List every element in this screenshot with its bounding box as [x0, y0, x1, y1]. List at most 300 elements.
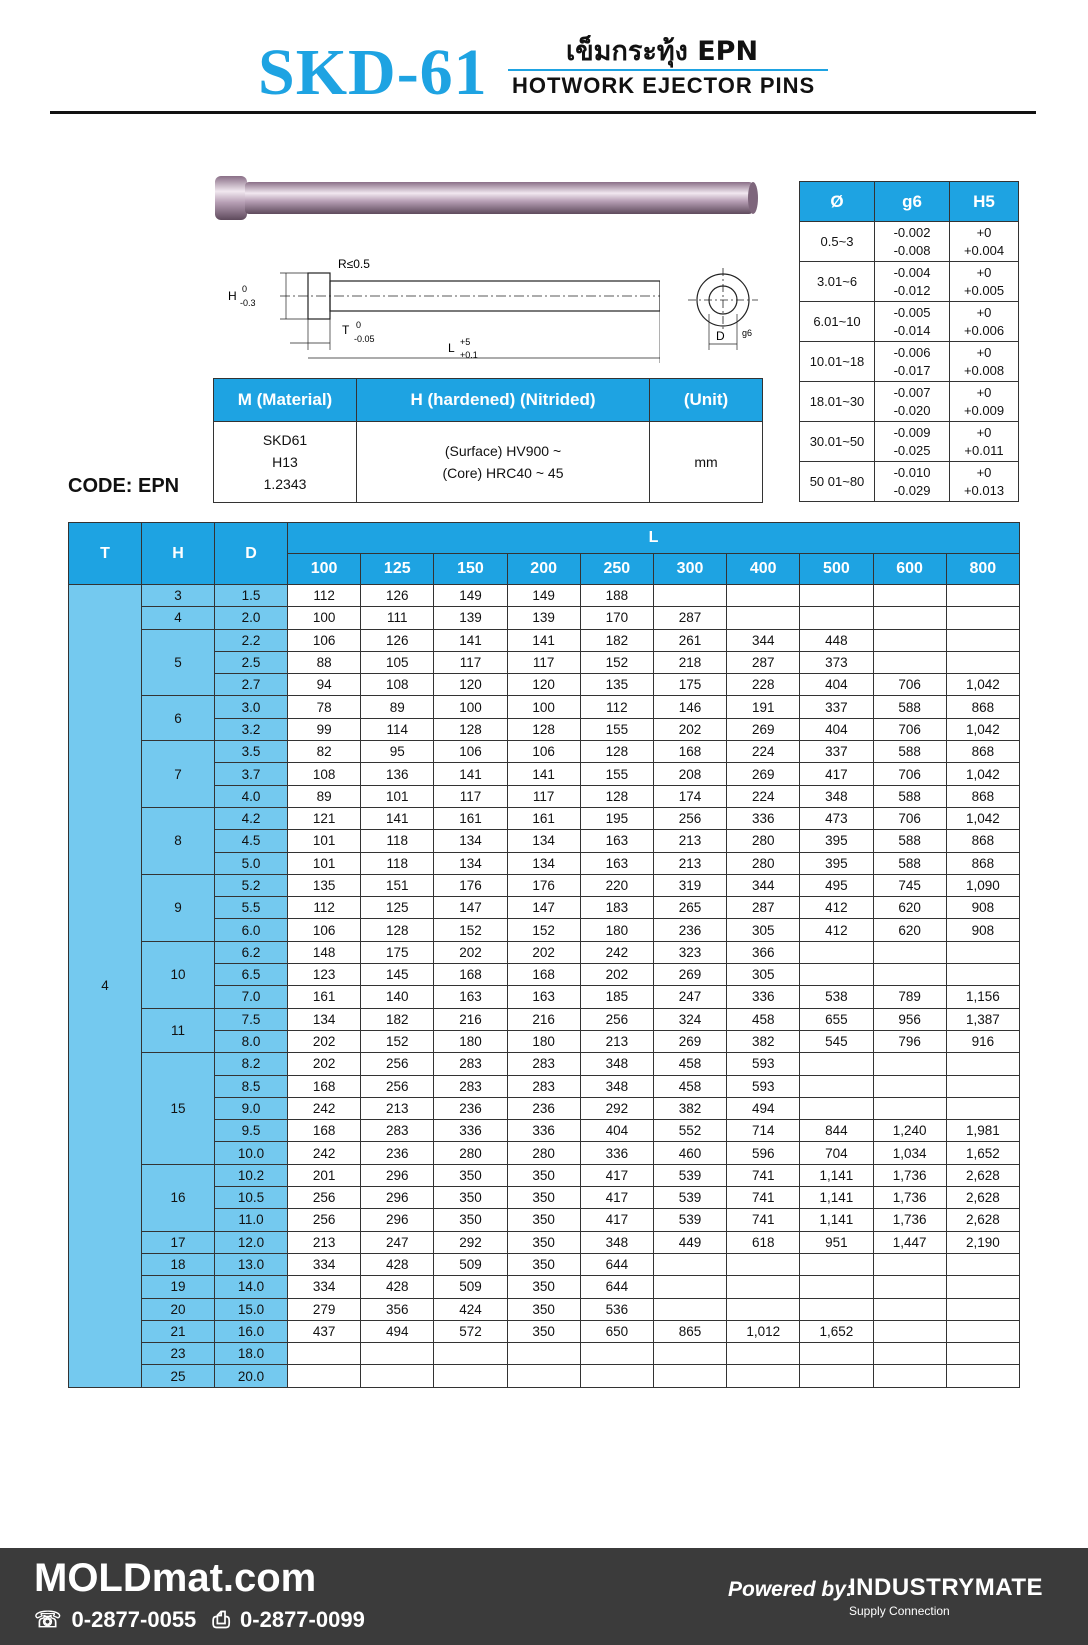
- g6-lower: -0.008: [893, 242, 931, 258]
- d-value: 8.2: [215, 1053, 288, 1075]
- price-cell: 350: [507, 1187, 580, 1209]
- price-cell: [873, 1320, 946, 1342]
- price-cell: 151: [361, 874, 434, 896]
- g6-upper: -0.006: [893, 344, 931, 360]
- h5-upper: +0: [976, 224, 992, 240]
- price-cell: 593: [727, 1075, 800, 1097]
- price-cell: 236: [361, 1142, 434, 1164]
- price-cell: 256: [580, 1008, 653, 1030]
- price-cell: [873, 1075, 946, 1097]
- h-value: 9: [142, 874, 215, 941]
- price-cell: 350: [434, 1187, 507, 1209]
- price-cell: 1,141: [800, 1164, 873, 1186]
- price-cell: 161: [507, 807, 580, 829]
- price-cell: 287: [727, 897, 800, 919]
- price-cell: [580, 1365, 653, 1387]
- price-cell: 101: [361, 785, 434, 807]
- price-cell: 89: [361, 696, 434, 718]
- price-cell: 120: [507, 674, 580, 696]
- h-value: 25: [142, 1365, 215, 1387]
- price-cell: 1,240: [873, 1120, 946, 1142]
- price-cell: [507, 1365, 580, 1387]
- price-cell: 283: [361, 1120, 434, 1142]
- price-cell: 437: [288, 1320, 361, 1342]
- h-value: 11: [142, 1008, 215, 1053]
- price-cell: 247: [653, 986, 726, 1008]
- d-value: 2.2: [215, 629, 288, 651]
- tolerance-row: [800, 222, 1019, 262]
- price-cell: [873, 964, 946, 986]
- unit-header: (Unit): [650, 379, 763, 422]
- price-cell: 256: [288, 1187, 361, 1209]
- price-cell: 118: [361, 852, 434, 874]
- price-cell: [653, 1298, 726, 1320]
- g6-upper: -0.002: [893, 224, 931, 240]
- price-cell: 404: [800, 718, 873, 740]
- price-cell: 382: [727, 1030, 800, 1052]
- price-cell: 348: [800, 785, 873, 807]
- g6-upper: -0.009: [893, 424, 931, 440]
- price-cell: 404: [580, 1120, 653, 1142]
- price-cell: [800, 1298, 873, 1320]
- price-cell: [873, 1276, 946, 1298]
- price-cell: 117: [434, 785, 507, 807]
- price-cell: 796: [873, 1030, 946, 1052]
- price-cell: 350: [507, 1164, 580, 1186]
- d-value: 4.0: [215, 785, 288, 807]
- g6-lower: -0.014: [893, 322, 931, 338]
- price-cell: 152: [361, 1030, 434, 1052]
- price-cell: 458: [653, 1075, 726, 1097]
- diameter-range: 3.01~6: [800, 262, 875, 302]
- price-cell: 2,628: [946, 1187, 1019, 1209]
- price-cell: 908: [946, 897, 1019, 919]
- l-length-header: 600: [873, 554, 946, 585]
- price-cell: 382: [653, 1097, 726, 1119]
- h5-upper: +0: [976, 384, 992, 400]
- price-cell: 458: [653, 1053, 726, 1075]
- price-cell: [800, 1053, 873, 1075]
- price-cell: [946, 1298, 1019, 1320]
- l-header: L: [288, 523, 1020, 554]
- diameter-range: 50 01~80: [800, 462, 875, 502]
- price-cell: [873, 585, 946, 607]
- price-cell: 348: [580, 1231, 653, 1253]
- price-cell: 176: [434, 874, 507, 896]
- material-item: H13: [272, 454, 298, 470]
- price-cell: 618: [727, 1231, 800, 1253]
- price-cell: 155: [580, 718, 653, 740]
- price-cell: 417: [580, 1164, 653, 1186]
- table-row: [69, 1231, 1020, 1253]
- price-cell: [873, 1365, 946, 1387]
- d-value: 4.2: [215, 807, 288, 829]
- price-cell: [946, 585, 1019, 607]
- price-cell: [946, 1343, 1019, 1365]
- price-cell: [800, 941, 873, 963]
- hardness-values: [357, 422, 650, 503]
- d-value: 10.0: [215, 1142, 288, 1164]
- price-cell: 163: [580, 830, 653, 852]
- d-value: 7.5: [215, 1008, 288, 1030]
- price-cell: 149: [434, 585, 507, 607]
- phone-number[interactable]: 0-2877-0055: [71, 1607, 197, 1632]
- d-value: 7.0: [215, 986, 288, 1008]
- price-cell: 292: [434, 1231, 507, 1253]
- thai-title: เข็มกระทุ้ง EPN: [566, 36, 759, 67]
- price-cell: 128: [580, 741, 653, 763]
- price-cell: [946, 1253, 1019, 1275]
- price-cell: [361, 1343, 434, 1365]
- price-cell: 191: [727, 696, 800, 718]
- l-tol-top: +5: [460, 337, 471, 347]
- price-cell: 256: [361, 1053, 434, 1075]
- price-cell: 745: [873, 874, 946, 896]
- price-cell: 112: [288, 585, 361, 607]
- price-cell: 344: [727, 629, 800, 651]
- price-cell: 208: [653, 763, 726, 785]
- price-cell: 99: [288, 718, 361, 740]
- price-cell: 593: [727, 1053, 800, 1075]
- price-cell: 417: [580, 1209, 653, 1231]
- h-value: 3: [142, 585, 215, 607]
- price-cell: [946, 629, 1019, 651]
- h5-lower: +0.008: [963, 362, 1005, 378]
- price-cell: 789: [873, 986, 946, 1008]
- d-value: 5.5: [215, 897, 288, 919]
- price-cell: 324: [653, 1008, 726, 1030]
- h-value: 20: [142, 1298, 215, 1320]
- price-cell: 89: [288, 785, 361, 807]
- price-cell: 412: [800, 897, 873, 919]
- price-cell: 1,042: [946, 718, 1019, 740]
- g6-values: [875, 382, 950, 422]
- price-cell: 588: [873, 830, 946, 852]
- h5-values: [950, 342, 1019, 382]
- t-header: T: [69, 523, 142, 585]
- price-cell: 596: [727, 1142, 800, 1164]
- price-cell: 1,042: [946, 763, 1019, 785]
- price-cell: 1,090: [946, 874, 1019, 896]
- diameter-range: 18.01~30: [800, 382, 875, 422]
- price-cell: 356: [361, 1298, 434, 1320]
- price-cell: [727, 1276, 800, 1298]
- price-cell: 112: [288, 897, 361, 919]
- price-cell: 269: [653, 1030, 726, 1052]
- price-cell: 280: [507, 1142, 580, 1164]
- price-cell: 412: [800, 919, 873, 941]
- price-cell: 202: [434, 941, 507, 963]
- table-row: [69, 1365, 1020, 1387]
- price-cell: 1,034: [873, 1142, 946, 1164]
- price-cell: 152: [580, 651, 653, 673]
- price-table: [68, 522, 1020, 1388]
- price-cell: 865: [653, 1320, 726, 1342]
- price-cell: 175: [653, 674, 726, 696]
- price-cell: [873, 629, 946, 651]
- price-cell: [946, 1320, 1019, 1342]
- price-cell: 106: [434, 741, 507, 763]
- price-cell: 494: [727, 1097, 800, 1119]
- d-value: 1.5: [215, 585, 288, 607]
- h5-lower: +0.005: [963, 282, 1005, 298]
- table-row: [69, 741, 1020, 763]
- price-cell: [727, 1253, 800, 1275]
- table-row: [69, 874, 1020, 896]
- price-cell: 134: [434, 852, 507, 874]
- product-subtitle: HOTWORK EJECTOR PINS: [512, 73, 816, 98]
- price-cell: 168: [507, 964, 580, 986]
- g6-upper: -0.007: [893, 384, 931, 400]
- table-row: [69, 1164, 1020, 1186]
- price-cell: 117: [434, 651, 507, 673]
- phone-icon: ☏: [34, 1607, 62, 1632]
- price-cell: 180: [434, 1030, 507, 1052]
- price-cell: 141: [434, 629, 507, 651]
- price-cell: 539: [653, 1164, 726, 1186]
- g6-header: g6: [875, 182, 950, 222]
- d-fit-label: g6: [742, 328, 753, 338]
- price-cell: 195: [580, 807, 653, 829]
- price-cell: 2,190: [946, 1231, 1019, 1253]
- h-value: 6: [142, 696, 215, 741]
- price-cell: 336: [727, 986, 800, 1008]
- price-cell: 168: [434, 964, 507, 986]
- price-cell: 460: [653, 1142, 726, 1164]
- price-cell: 213: [288, 1231, 361, 1253]
- price-cell: [361, 1365, 434, 1387]
- h5-values: [950, 302, 1019, 342]
- price-cell: 714: [727, 1120, 800, 1142]
- price-cell: 350: [434, 1164, 507, 1186]
- g6-upper: -0.004: [893, 264, 931, 280]
- price-cell: 1,652: [946, 1142, 1019, 1164]
- d-value: 3.7: [215, 763, 288, 785]
- d-value: 3.5: [215, 741, 288, 763]
- price-cell: [653, 1343, 726, 1365]
- h-value: 4: [142, 607, 215, 629]
- table-row: [69, 1298, 1020, 1320]
- product-code-title: SKD-61: [258, 36, 488, 109]
- h5-upper: +0: [976, 464, 992, 480]
- price-cell: 134: [507, 852, 580, 874]
- core-hardness: (Core) HRC40 ~ 45: [442, 465, 564, 481]
- tolerance-row: [800, 422, 1019, 462]
- price-cell: [800, 964, 873, 986]
- table-row: [69, 1053, 1020, 1075]
- l-length-header: 400: [727, 554, 800, 585]
- table-row: [69, 629, 1020, 651]
- material-list: [214, 422, 357, 503]
- price-cell: 706: [873, 807, 946, 829]
- price-cell: 283: [507, 1053, 580, 1075]
- price-cell: 538: [800, 986, 873, 1008]
- h5-values: [950, 422, 1019, 462]
- price-cell: 1,652: [800, 1320, 873, 1342]
- price-cell: 334: [288, 1276, 361, 1298]
- price-cell: 128: [580, 785, 653, 807]
- price-cell: 334: [288, 1253, 361, 1275]
- price-cell: 494: [361, 1320, 434, 1342]
- price-cell: 1,981: [946, 1120, 1019, 1142]
- d-value: 4.5: [215, 830, 288, 852]
- price-cell: 183: [580, 897, 653, 919]
- table-row: [69, 1008, 1020, 1030]
- price-cell: 202: [288, 1030, 361, 1052]
- h5-lower: +0.011: [964, 442, 1004, 458]
- h5-values: [950, 462, 1019, 502]
- price-cell: 135: [580, 674, 653, 696]
- price-cell: [800, 607, 873, 629]
- price-cell: 951: [800, 1231, 873, 1253]
- price-cell: 202: [653, 718, 726, 740]
- price-cell: 106: [288, 629, 361, 651]
- d-value: 10.5: [215, 1187, 288, 1209]
- price-cell: 395: [800, 830, 873, 852]
- price-cell: 620: [873, 919, 946, 941]
- h-value: 18: [142, 1253, 215, 1275]
- l-length-header: 150: [434, 554, 507, 585]
- price-cell: 741: [727, 1164, 800, 1186]
- d-value: 6.5: [215, 964, 288, 986]
- g6-values: [875, 222, 950, 262]
- price-cell: 706: [873, 763, 946, 785]
- d-value: 3.2: [215, 718, 288, 740]
- price-cell: 126: [361, 629, 434, 651]
- price-cell: 213: [653, 830, 726, 852]
- d-value: 3.0: [215, 696, 288, 718]
- d-value: 16.0: [215, 1320, 288, 1342]
- price-cell: 224: [727, 785, 800, 807]
- l-length-header: 125: [361, 554, 434, 585]
- h5-lower: +0.013: [963, 482, 1005, 498]
- price-cell: [727, 1343, 800, 1365]
- g6-lower: -0.012: [893, 282, 931, 298]
- price-cell: 170: [580, 607, 653, 629]
- price-cell: 336: [507, 1120, 580, 1142]
- price-cell: 287: [727, 651, 800, 673]
- price-cell: 141: [361, 807, 434, 829]
- price-cell: 139: [434, 607, 507, 629]
- h5-upper: +0: [976, 304, 992, 320]
- price-cell: 655: [800, 1008, 873, 1030]
- price-cell: 336: [434, 1120, 507, 1142]
- price-cell: 706: [873, 674, 946, 696]
- tolerance-row: [800, 302, 1019, 342]
- d-value: 6.0: [215, 919, 288, 941]
- price-cell: 280: [434, 1142, 507, 1164]
- price-cell: 348: [580, 1075, 653, 1097]
- h-value: 5: [142, 629, 215, 696]
- price-cell: 337: [800, 741, 873, 763]
- price-cell: 185: [580, 986, 653, 1008]
- price-cell: 175: [361, 941, 434, 963]
- price-cell: 202: [288, 1053, 361, 1075]
- price-cell: 147: [507, 897, 580, 919]
- g6-values: [875, 342, 950, 382]
- price-cell: 1,447: [873, 1231, 946, 1253]
- price-cell: 114: [361, 718, 434, 740]
- price-cell: 1,387: [946, 1008, 1019, 1030]
- price-cell: 94: [288, 674, 361, 696]
- price-cell: 292: [580, 1097, 653, 1119]
- table-row: [69, 1276, 1020, 1298]
- price-cell: 344: [727, 874, 800, 896]
- d-value: 14.0: [215, 1276, 288, 1298]
- price-cell: 182: [361, 1008, 434, 1030]
- price-cell: 242: [288, 1097, 361, 1119]
- price-cell: [800, 585, 873, 607]
- price-cell: 224: [727, 741, 800, 763]
- price-cell: [873, 607, 946, 629]
- price-cell: 106: [507, 741, 580, 763]
- diameter-header: Ø: [800, 182, 875, 222]
- price-cell: 201: [288, 1164, 361, 1186]
- price-cell: 139: [507, 607, 580, 629]
- price-cell: 536: [580, 1298, 653, 1320]
- price-cell: [946, 964, 1019, 986]
- price-cell: [800, 1097, 873, 1119]
- tolerance-row: [800, 342, 1019, 382]
- material-header: M (Material): [214, 379, 357, 422]
- price-cell: [873, 1298, 946, 1320]
- company-tagline: Supply Connection: [849, 1604, 950, 1618]
- d-value: 12.0: [215, 1231, 288, 1253]
- d-value: 15.0: [215, 1298, 288, 1320]
- powered-by-label: Powered by:: [728, 1578, 853, 1601]
- price-cell: 101: [288, 830, 361, 852]
- brand-name[interactable]: MOLDmat.com: [34, 1556, 317, 1600]
- price-cell: 620: [873, 897, 946, 919]
- price-cell: 539: [653, 1209, 726, 1231]
- price-cell: 868: [946, 741, 1019, 763]
- price-cell: 135: [288, 874, 361, 896]
- price-cell: 218: [653, 651, 726, 673]
- price-cell: 572: [434, 1320, 507, 1342]
- price-cell: [434, 1343, 507, 1365]
- g6-upper: -0.010: [893, 464, 931, 480]
- g6-values: [875, 302, 950, 342]
- h-value: 21: [142, 1320, 215, 1342]
- table-row: [69, 585, 1020, 607]
- material-table: [213, 378, 763, 503]
- price-cell: 128: [361, 919, 434, 941]
- price-cell: 545: [800, 1030, 873, 1052]
- table-row: [69, 696, 1020, 718]
- diameter-range: 30.01~50: [800, 422, 875, 462]
- l-length-header: 250: [580, 554, 653, 585]
- price-cell: 296: [361, 1187, 434, 1209]
- price-cell: 704: [800, 1142, 873, 1164]
- price-cell: 269: [727, 718, 800, 740]
- g6-upper: -0.005: [893, 304, 931, 320]
- price-cell: 395: [800, 852, 873, 874]
- price-cell: 868: [946, 852, 1019, 874]
- price-cell: 261: [653, 629, 726, 651]
- price-cell: 141: [434, 763, 507, 785]
- price-cell: 100: [288, 607, 361, 629]
- price-cell: 424: [434, 1298, 507, 1320]
- price-cell: [800, 1343, 873, 1365]
- price-cell: [873, 1343, 946, 1365]
- price-cell: [507, 1343, 580, 1365]
- price-cell: 242: [580, 941, 653, 963]
- price-cell: 908: [946, 919, 1019, 941]
- price-cell: [727, 1365, 800, 1387]
- table-row: [69, 1253, 1020, 1275]
- radius-label: R≤0.5: [338, 257, 370, 271]
- fax-number: 0-2877-0099: [240, 1607, 365, 1632]
